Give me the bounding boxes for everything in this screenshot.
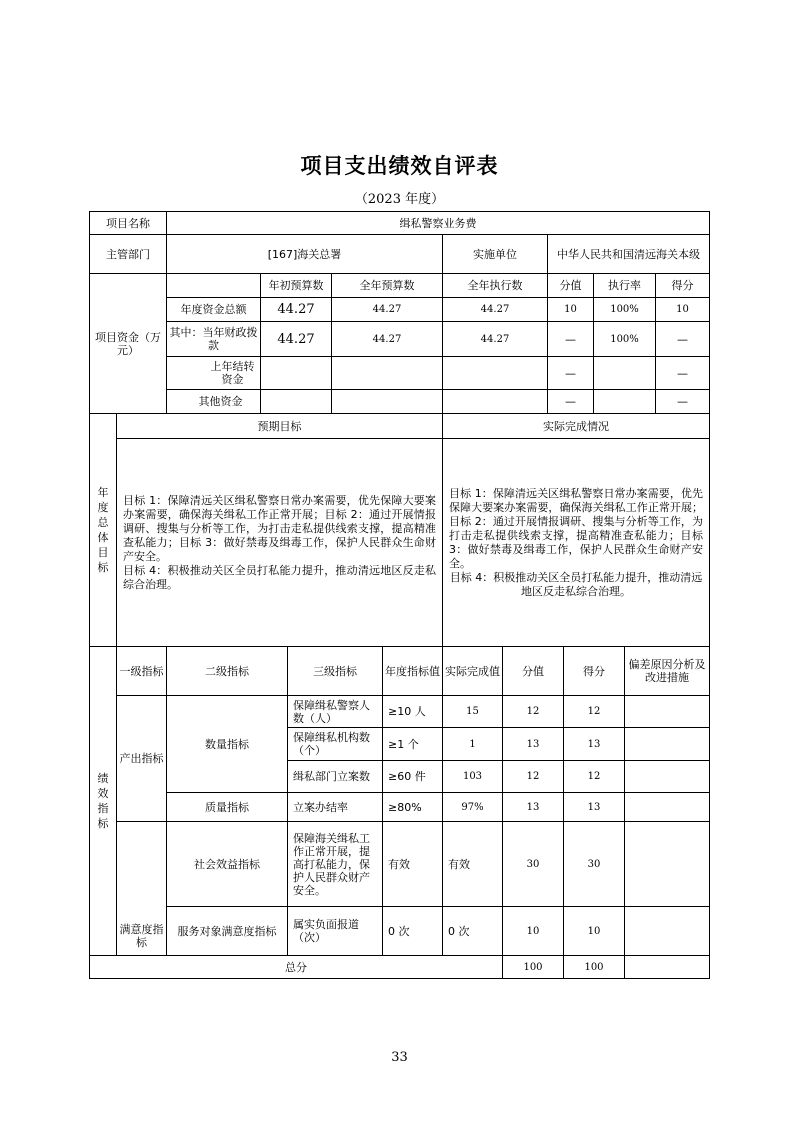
ind-header-target: 年度指标值 xyxy=(382,646,443,696)
ind-row-score-value: 13 xyxy=(502,792,564,822)
indicators-label: 绩效指标 xyxy=(89,646,117,956)
ind-row-deviation xyxy=(624,792,710,822)
fund-row-initial: 44.27 xyxy=(260,321,332,357)
fund-row-score-value: — xyxy=(547,356,594,390)
ind-row-actual: 1 xyxy=(442,727,503,761)
ind-row-target: ≥10 人 xyxy=(382,695,443,728)
fund-row-executed: 44.27 xyxy=(442,297,548,322)
total-score: 100 xyxy=(563,955,625,979)
ind-quality-label: 质量指标 xyxy=(166,792,288,822)
goals-expected-header: 预期目标 xyxy=(116,413,443,439)
fund-row-rate xyxy=(593,389,656,414)
ind-row-actual: 有效 xyxy=(442,821,503,907)
project-name-label: 项目名称 xyxy=(89,211,167,235)
ind-header-actual: 实际完成值 xyxy=(442,646,503,696)
unit-label: 实施单位 xyxy=(442,234,548,274)
total-label: 总分 xyxy=(89,955,503,979)
ind-row-actual: 15 xyxy=(442,695,503,728)
project-name-value: 缉私警察业务费 xyxy=(166,211,710,235)
fund-row-score: 10 xyxy=(655,297,710,322)
page-title: 项目支出绩效自评表 xyxy=(300,153,499,178)
funds-header-initial: 年初预算数 xyxy=(260,273,332,298)
ind-row-level3: 保障缉私警察人数（人） xyxy=(287,695,383,728)
fund-row-initial: 44.27 xyxy=(260,297,332,322)
fund-row-score-value: — xyxy=(547,389,594,414)
fund-row-label: 年度资金总额 xyxy=(166,297,261,322)
ind-row-deviation xyxy=(624,760,710,793)
ind-output-label: 产出指标 xyxy=(116,695,167,822)
fund-row-initial xyxy=(260,389,332,414)
ind-row-target: ≥60 件 xyxy=(382,760,443,793)
fund-row-label: 其他资金 xyxy=(166,389,261,414)
ind-row-score-value: 12 xyxy=(502,695,564,728)
ind-row-level3: 保障海关缉私工作正常开展，提高打私能力，保护人民群众财产安全。 xyxy=(287,821,383,907)
ind-row-level2: 服务对象满意度指标 xyxy=(166,906,288,956)
funds-header-full-year: 全年预算数 xyxy=(331,273,443,298)
fund-row-initial xyxy=(260,356,332,390)
goals-actual-body xyxy=(442,438,710,647)
fund-row-full-year: 44.27 xyxy=(331,297,443,322)
dept-value: [167]海关总署 xyxy=(166,234,443,274)
ind-row-target: ≥80% xyxy=(382,792,443,822)
ind-row-level2: 社会效益指标 xyxy=(166,821,288,907)
fund-row-score: — xyxy=(655,356,710,390)
funds-header-blank xyxy=(166,273,261,298)
ind-row-score: 30 xyxy=(563,821,625,907)
ind-row-target: 0 次 xyxy=(382,906,443,956)
fund-row-executed xyxy=(442,356,548,390)
fund-row-rate: 100% xyxy=(593,321,656,357)
ind-row-score: 12 xyxy=(563,760,625,793)
fund-row-score: — xyxy=(655,321,710,357)
ind-row-actual: 0 次 xyxy=(442,906,503,956)
fund-row-executed: 44.27 xyxy=(442,321,548,357)
goals-expected-text: 目标 1：保障清远关区缉私警察日常办案需要，优先保障大要案办案需要，确保海关缉私工作正常开展；目标 2：通过开展情报调研、搜集与分析等工作，为打击走私提供线索支撑，提高精准查私能力；目标 3：做好禁毒及缉毒工作，保护人民群众生命财产安全。 xyxy=(123,493,436,563)
fund-row-label: 上年结转资金 xyxy=(166,356,261,390)
ind-row-score: 13 xyxy=(563,792,625,822)
funds-header-rate: 执行率 xyxy=(593,273,656,298)
ind-row-score-value: 30 xyxy=(502,821,564,907)
unit-value: 中华人民共和国清远海关本级 xyxy=(547,234,710,274)
fund-row-score: — xyxy=(655,389,710,414)
page-number: 33 xyxy=(391,1050,408,1065)
fund-row-full-year xyxy=(331,389,443,414)
ind-row-target: ≥1 个 xyxy=(382,727,443,761)
funds-label: 项目资金（万元） xyxy=(89,273,167,414)
ind-row-deviation xyxy=(624,821,710,907)
funds-header-executed: 全年执行数 xyxy=(442,273,548,298)
ind-row-score-value: 12 xyxy=(502,760,564,793)
fund-row-full-year xyxy=(331,356,443,390)
ind-row-score: 13 xyxy=(563,727,625,761)
total-score-value: 100 xyxy=(502,955,564,979)
ind-satisfaction-label: 满意度指标 xyxy=(116,821,167,956)
fund-row-score-value: — xyxy=(547,321,594,357)
ind-row-deviation xyxy=(624,695,710,728)
goals-label: 年度总体目标 xyxy=(89,413,117,647)
goals-expected-text-2: 目标 4：积极推动关区全员打私能力提升，推动清远地区反走私综合治理。 xyxy=(123,563,436,591)
goals-actual-text: 目标 1：保障清远关区缉私警察日常办案需要，优先保障大要案办案需要，确保海关缉私工作正常开展；目标 2：通过开展情报调研、搜集与分析等工作，为打击走私提供线索支撑，提高精准查私能力；目标 3：做好禁毒及缉毒工作，保护人民群众生命财产安全。 xyxy=(449,486,703,570)
ind-row-deviation xyxy=(624,727,710,761)
ind-header-score: 得分 xyxy=(563,646,625,696)
ind-header-score-value: 分值 xyxy=(502,646,564,696)
goals-expected-body xyxy=(116,438,443,647)
fund-row-label: 其中：当年财政拨款 xyxy=(166,321,261,357)
ind-header-level1: 一级指标 xyxy=(116,646,167,696)
ind-row-score-value: 10 xyxy=(502,906,564,956)
dept-label: 主管部门 xyxy=(89,234,167,274)
ind-row-score: 10 xyxy=(563,906,625,956)
fund-row-rate: 100% xyxy=(593,297,656,322)
fund-row-executed xyxy=(442,389,548,414)
goals-actual-header: 实际完成情况 xyxy=(442,413,710,439)
ind-quantity-label: 数量指标 xyxy=(166,695,288,793)
ind-header-deviation: 偏差原因分析及改进措施 xyxy=(624,646,710,696)
ind-header-level3: 三级指标 xyxy=(287,646,383,696)
ind-row-level3: 属实负面报道（次） xyxy=(287,906,383,956)
ind-row-score: 12 xyxy=(563,695,625,728)
ind-row-level3: 立案办结率 xyxy=(287,792,383,822)
fund-row-full-year: 44.27 xyxy=(331,321,443,357)
ind-row-actual: 97% xyxy=(442,792,503,822)
funds-header-score: 得分 xyxy=(655,273,710,298)
ind-row-actual: 103 xyxy=(442,760,503,793)
ind-header-level2: 二级指标 xyxy=(166,646,288,696)
ind-row-score-value: 13 xyxy=(502,727,564,761)
ind-row-target: 有效 xyxy=(382,821,443,907)
ind-row-level3: 保障缉私机构数（个） xyxy=(287,727,383,761)
fund-row-score-value: 10 xyxy=(547,297,594,322)
self-evaluation-table xyxy=(89,211,710,979)
fund-row-rate xyxy=(593,356,656,390)
total-deviation-blank xyxy=(624,955,710,979)
ind-row-deviation xyxy=(624,906,710,956)
goals-actual-text-2: 目标 4：积极推动关区全员打私能力提升，推动清远地区反走私综合治理。 xyxy=(449,570,703,598)
ind-row-level3: 缉私部门立案数 xyxy=(287,760,383,793)
page-subtitle: （2023 年度） xyxy=(354,192,445,207)
funds-header-score-value: 分值 xyxy=(547,273,594,298)
